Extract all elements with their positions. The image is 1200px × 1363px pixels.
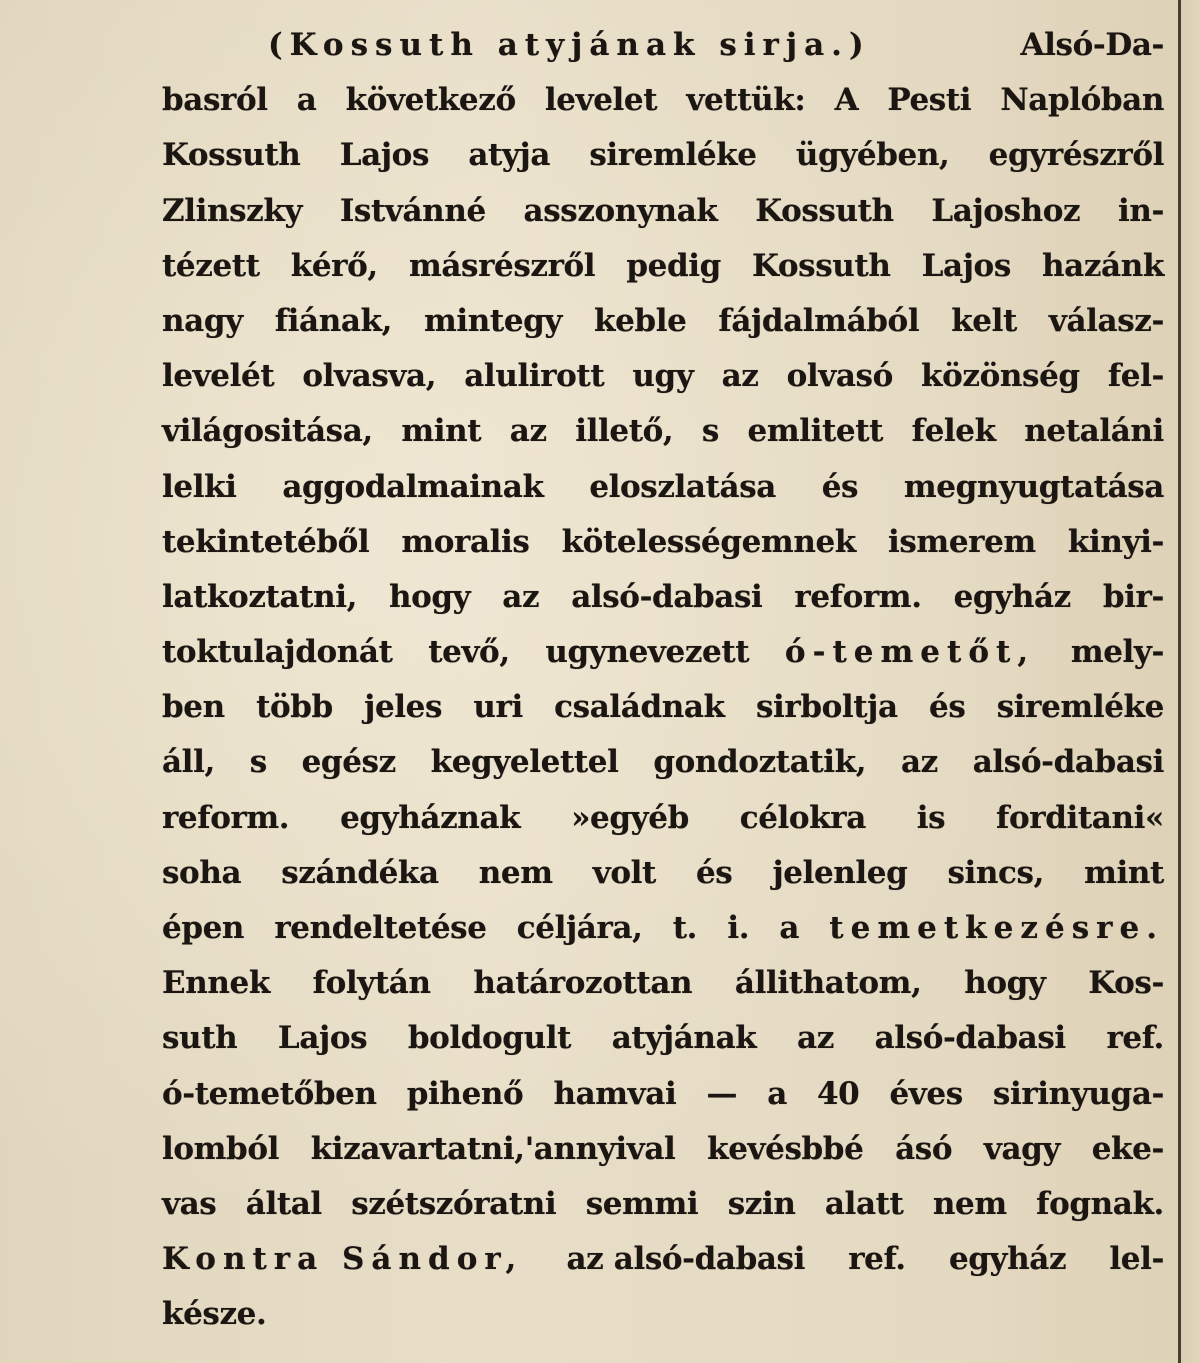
article-line <box>162 625 1164 680</box>
article-word: Zlinszky <box>162 192 303 229</box>
article-word: Alsó-Da- <box>1020 27 1164 63</box>
article-word: megnyugtatása <box>903 468 1164 505</box>
article-word: épen <box>162 910 245 946</box>
article-word: mint <box>1084 854 1164 891</box>
article-word: rendeltetése <box>274 910 487 946</box>
article-word: suth <box>162 1020 238 1057</box>
article-line <box>162 460 1164 515</box>
article-word: sirboltja <box>755 689 898 726</box>
article-word: alatt <box>824 1185 904 1222</box>
article-word: tézett <box>162 247 260 284</box>
article-word: jelenleg <box>772 854 908 891</box>
article-word: az <box>721 358 759 395</box>
article-word: Kos- <box>1088 965 1164 1002</box>
article-line <box>162 184 1164 239</box>
article-word: a <box>779 910 800 946</box>
article-word: Lajoshoz <box>931 192 1081 229</box>
article-word: Pesti <box>887 82 972 119</box>
article-word: fel- <box>1107 358 1164 395</box>
article-word: szin <box>727 1185 796 1222</box>
article-word: ó-temetőben <box>162 1075 377 1112</box>
article-word: atyjának <box>611 1020 757 1057</box>
article-word: kevésbbé <box>707 1130 864 1167</box>
adjacent-column-edge <box>1181 0 1200 1363</box>
article-word: következő <box>345 82 516 119</box>
article-word: ben <box>162 689 225 726</box>
article-word: lomból <box>162 1130 279 1167</box>
article-word: felek <box>911 413 996 450</box>
article-word: reform. <box>794 578 922 615</box>
article-word: Lajos <box>277 1020 368 1057</box>
article-word: másrészről <box>408 247 596 284</box>
article-word: eke- <box>1091 1130 1164 1167</box>
article-word: uri <box>473 689 523 726</box>
article-word: A <box>834 82 859 119</box>
article-word: alulirott <box>464 358 605 395</box>
article-line <box>162 846 1164 901</box>
article-word: több <box>256 689 333 726</box>
article-word: siremléke <box>996 689 1164 726</box>
article-word: kegyelettel <box>430 744 619 781</box>
article-word: sirinyuga- <box>992 1075 1164 1112</box>
article-word: fájdalmából <box>718 302 920 339</box>
article-word: bir- <box>1102 578 1164 615</box>
article-word: hogy <box>388 578 471 615</box>
article-word: hazánk <box>1042 247 1164 284</box>
article-word: asszonynak <box>523 192 718 229</box>
article-word: egész <box>301 744 396 781</box>
article-word: fognak. <box>1036 1185 1164 1222</box>
article-line <box>162 18 1164 73</box>
article-line <box>162 128 1164 183</box>
article-word: t. <box>672 910 698 946</box>
article-word: az <box>502 578 540 615</box>
article-word: olvasva, <box>302 358 437 395</box>
article-line <box>162 1011 1164 1066</box>
article-word: reform. <box>162 799 290 836</box>
article-word: netaláni <box>1024 413 1164 450</box>
article-line <box>162 1287 1164 1342</box>
article-word: Kossuth <box>755 192 894 229</box>
article-word: Kossuth <box>162 137 301 174</box>
article-word: kérő, <box>290 247 378 284</box>
article-word: atyja <box>468 137 551 174</box>
article-word: célokra <box>739 799 866 836</box>
article-word: Ennek <box>162 965 270 1002</box>
article-word: ugynevezett <box>545 634 750 671</box>
article-word: által <box>245 1185 322 1222</box>
article-word: ref. <box>848 1241 906 1278</box>
article-word: semmi <box>585 1185 699 1222</box>
article-word: alsó-dabasi <box>571 578 763 615</box>
article-word: ügyében, <box>795 137 950 174</box>
article-word: mint <box>401 413 482 450</box>
article-line <box>162 735 1164 790</box>
article-line <box>162 515 1164 570</box>
article-word: sincs, <box>947 854 1044 891</box>
article-word: alsó-dabasi <box>874 1020 1066 1057</box>
article-word: szétszóratni <box>351 1185 557 1222</box>
article-word: kizavartatni,'annyival <box>310 1130 676 1167</box>
article-word: Istvánné <box>339 192 486 229</box>
article-word: vettük: <box>686 82 806 119</box>
article-word: emlitett <box>747 413 884 450</box>
article-word: levelét <box>162 358 275 395</box>
article-line <box>162 294 1164 349</box>
article-line <box>162 1122 1164 1177</box>
article-word: válasz- <box>1048 302 1164 339</box>
article-word: egyháznak <box>340 799 521 836</box>
article-word: kinyi- <box>1067 523 1164 560</box>
article-word: Lajos <box>921 247 1011 284</box>
article-word: egyrészről <box>988 137 1164 174</box>
article-word: világositása, <box>162 413 373 450</box>
article-word: és <box>695 854 733 891</box>
article-word: Naplóban <box>1000 82 1164 119</box>
article-word: forditani« <box>996 799 1164 836</box>
article-word: és <box>929 689 966 726</box>
article-word: olvasó <box>786 358 893 395</box>
article-word: temetkezésre. <box>829 910 1164 946</box>
article-line <box>162 349 1164 404</box>
article-word: tekintetéből <box>162 523 370 560</box>
article-word: ref. <box>1106 1020 1164 1057</box>
article-word: i. <box>727 910 750 946</box>
article-word: ismerem <box>887 523 1036 560</box>
article-word: Lajos <box>339 137 429 174</box>
article-word: 40 <box>817 1075 860 1112</box>
article-line <box>162 791 1164 846</box>
article-line <box>162 1232 1164 1287</box>
article-word: állithatom, <box>734 965 922 1002</box>
article-kossuth-atyjanak-sirja <box>162 18 1164 1343</box>
article-word: hamvai <box>553 1075 677 1112</box>
article-word: az alsó-dabasi <box>566 1241 805 1278</box>
article-line <box>162 680 1164 735</box>
article-word: ásó <box>895 1130 953 1167</box>
article-word: határozottan <box>473 965 693 1002</box>
article-word: boldogult <box>407 1020 572 1057</box>
article-word: gondoztatik, <box>653 744 867 781</box>
article-word: levelet <box>544 82 658 119</box>
article-word: nem <box>478 854 553 891</box>
article-word: mintegy <box>423 302 563 339</box>
article-word: a <box>296 82 317 119</box>
article-line <box>162 404 1164 459</box>
article-word: keble <box>594 302 687 339</box>
article-word: vagy <box>983 1130 1061 1167</box>
article-word: pihenő <box>406 1075 524 1112</box>
article-word: latkoztatni, <box>162 578 357 615</box>
article-word: folytán <box>312 965 431 1002</box>
article-line <box>162 570 1164 625</box>
article-word: ugy <box>632 358 694 395</box>
article-word: in- <box>1117 192 1164 229</box>
article-word: »egyéb <box>571 799 689 836</box>
article-word: vas <box>162 1185 217 1222</box>
article-line <box>162 901 1164 956</box>
article-word: céljára, <box>516 910 643 946</box>
article-word: éves <box>889 1075 963 1112</box>
article-word: kötelességemnek <box>561 523 856 560</box>
article-word: Kossuth <box>752 247 891 284</box>
article-word: fiának, <box>274 302 392 339</box>
article-word: toktulajdonát <box>162 634 393 671</box>
article-word: lelki <box>162 468 237 505</box>
article-word: az <box>901 744 938 781</box>
article-word: Kontra Sándor, <box>162 1241 524 1278</box>
article-word: szándéka <box>281 854 439 891</box>
article-word: is <box>916 799 946 836</box>
article-word: pedig <box>626 247 721 284</box>
article-word: az <box>509 413 547 450</box>
article-word: jeles <box>364 689 443 726</box>
article-word: soha <box>162 854 242 891</box>
article-word: aggodalmainak <box>282 468 544 505</box>
article-word: — <box>706 1075 738 1112</box>
article-word: az <box>797 1020 834 1057</box>
article-line <box>162 239 1164 294</box>
article-word: egyház <box>948 1241 1067 1278</box>
article-word: lel- <box>1109 1241 1164 1278</box>
article-word: ó-temetőt, <box>784 634 1036 671</box>
article-word: nem <box>932 1185 1007 1222</box>
article-word: hogy <box>964 965 1046 1002</box>
article-word: nagy <box>162 302 243 339</box>
article-word: áll, <box>162 744 215 781</box>
article-line <box>162 1067 1164 1122</box>
article-word: (Kossuth atyjának sirja.) <box>268 27 871 63</box>
article-word: közönség <box>921 358 1080 395</box>
article-word: a <box>767 1075 787 1112</box>
article-word: s <box>701 413 719 450</box>
article-word: késze. <box>162 1296 267 1333</box>
article-word: basról <box>162 82 268 119</box>
article-word: mely- <box>1070 634 1164 671</box>
article-word: eloszlatása <box>589 468 776 505</box>
article-line <box>162 73 1164 128</box>
article-word: kelt <box>951 302 1017 339</box>
article-line <box>162 956 1164 1011</box>
article-word: és <box>821 468 859 505</box>
article-word: tevő, <box>428 634 510 671</box>
article-word: illető, <box>575 413 674 450</box>
article-word: alsó-dabasi <box>972 744 1164 781</box>
article-word: volt <box>592 854 656 891</box>
article-word: moralis <box>401 523 530 560</box>
article-word: s <box>249 744 267 781</box>
article-word: családnak <box>554 689 725 726</box>
article-word: egyház <box>953 578 1071 615</box>
article-line <box>162 1177 1164 1232</box>
article-word: siremléke <box>589 137 757 174</box>
